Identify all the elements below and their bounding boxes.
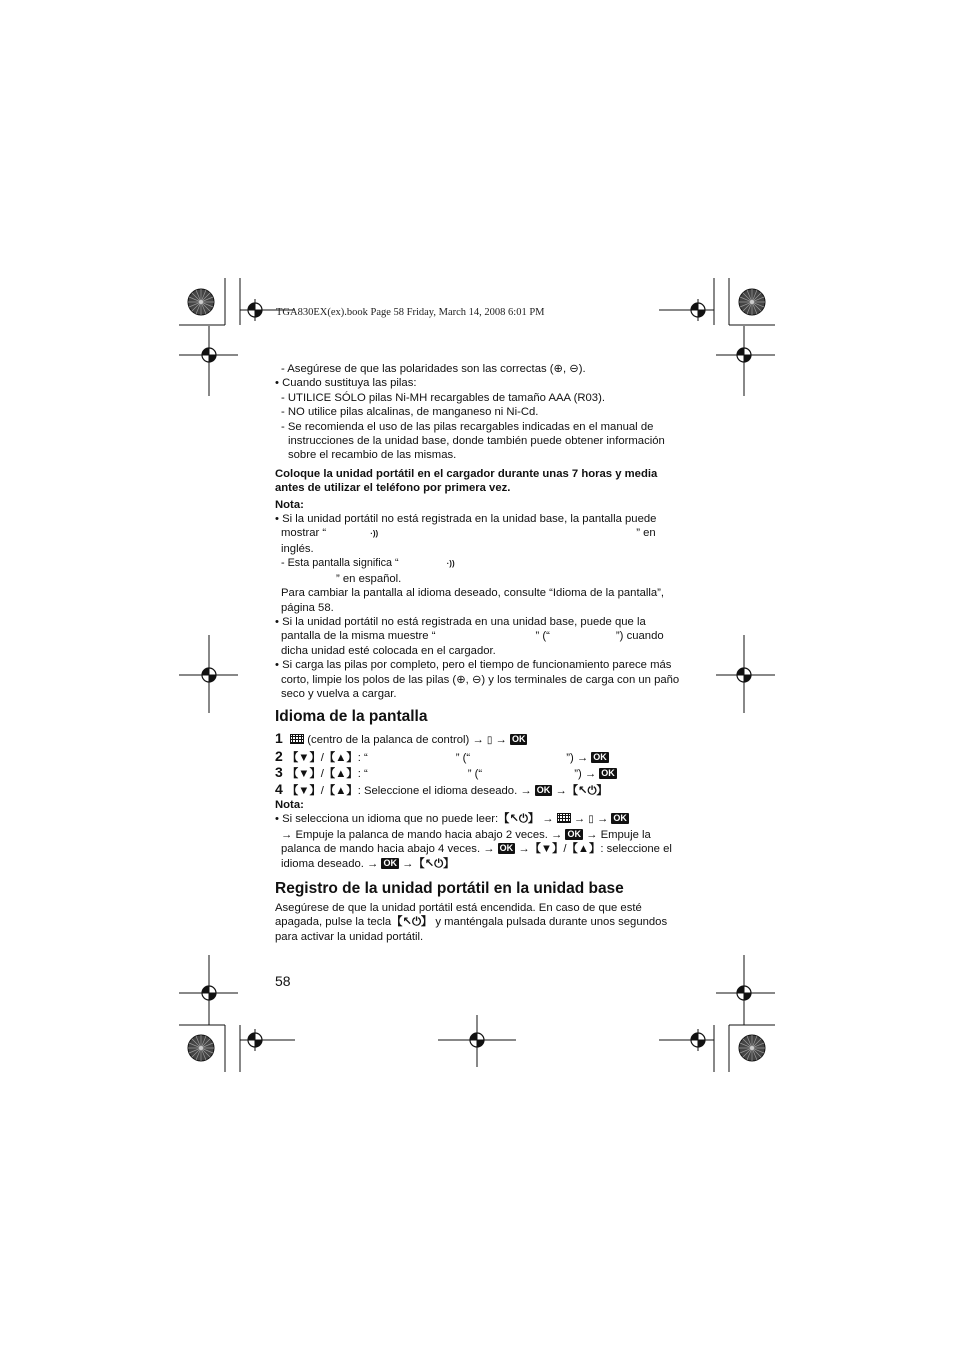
language-note-line-3: palanca de mando hacia abajo 4 veces. → OK →【▼】/【▲】: seleccione el — [281, 843, 672, 856]
no-alkaline-line: - NO utilice pilas alcalinas, de manganeso ni Ni-Cd. — [281, 406, 539, 419]
signal-icon: ·)) — [370, 529, 379, 539]
language-step-4: 4 【▼】/【▲】: Seleccione el idioma deseado. → OK →【↖⏻】 — [275, 780, 608, 797]
up-key-icon: 【▲】 — [323, 784, 358, 797]
handset-icon: ▯ — [486, 735, 493, 747]
down-key-icon: 【▼】 — [287, 768, 321, 781]
ok-key-icon: OK — [613, 813, 627, 824]
ok-key-icon: OK — [567, 828, 581, 839]
registration-heading: Registro de la unidad portátil en la unidad base — [275, 880, 624, 897]
menu-icon — [557, 813, 571, 823]
arrow-icon: → — [551, 828, 563, 841]
note-sub-line-1: - Esta pantalla significa “ ·)) — [281, 557, 455, 570]
language-step-3: 3 【▼】/【▲】: “ ” (“ ”) → OK — [275, 764, 615, 781]
arrow-icon: → — [555, 784, 567, 797]
off-key-icon: 【↖⏻】 — [498, 813, 540, 826]
arrow-icon: → — [518, 843, 530, 856]
off-key-icon: 【↖⏻】 — [413, 857, 455, 870]
arrow-icon: → — [573, 813, 586, 826]
language-heading: Idioma de la pantalla — [275, 708, 428, 726]
ok-key-icon: OK — [593, 751, 607, 762]
arrow-icon: → — [584, 768, 597, 781]
note-bullet-3: • Si carga las pilas por completo, pero el tiempo de funcionamiento parece más corto, limpie los polos de las pilas (⊕, ⊖) y los terminales de carga con un paño seco y vuelva a cargar. — [275, 659, 680, 700]
up-key-icon: 【▲】 — [323, 751, 358, 764]
minus-symbol-icon-2: ⊖ — [471, 673, 482, 686]
page-content — [275, 362, 680, 944]
off-key-icon: 【↖⏻】 — [391, 916, 433, 929]
note-bullet-1-line-2: mostrar “ ·)) ” en — [281, 527, 656, 540]
plus-symbol-icon: ⊕ — [553, 363, 564, 375]
ok-key-icon: OK — [536, 784, 551, 795]
arrow-icon: → — [542, 813, 554, 826]
note-label: Nota: — [275, 498, 304, 511]
ok-key-icon: OK — [601, 768, 615, 779]
language-note-line-4: idioma deseado. → OK →【↖⏻】 — [281, 857, 455, 870]
language-step-2: 2 【▼】/【▲】: “ ” (“ ”) → OK — [275, 747, 607, 764]
language-note-line-1: • Si selecciona un idioma que no puede leer:【↖⏻】 → → ▯ → OK — [275, 812, 680, 827]
arrow-icon: → — [576, 751, 589, 764]
arrow-icon: → — [281, 828, 293, 841]
down-key-icon: 【▼】 — [529, 843, 564, 856]
arrow-icon: → — [596, 813, 609, 826]
arrow-icon: → — [402, 857, 414, 870]
ok-key-icon: OK — [511, 734, 526, 745]
up-key-icon: 【▲】 — [566, 843, 601, 856]
note-bullet-2-line-2: pantalla de la misma muestre “ ” (“ ”) cuando — [281, 630, 664, 643]
page-number: 58 — [275, 973, 291, 989]
arrow-icon: → — [586, 828, 598, 841]
plus-symbol-icon-2: ⊕ — [456, 673, 466, 686]
off-key-icon: 【↖⏻】 — [566, 784, 608, 797]
down-key-icon: 【▼】 — [287, 751, 321, 764]
note-sub-line-2: ” en español. — [336, 572, 402, 585]
use-only-line: - UTILICE SÓLO pilas Ni-MH recargables de tamaño AAA (R03). — [281, 391, 605, 404]
arrow-icon: → — [367, 857, 379, 870]
language-step-1: 1 (centro de la palanca de control) → ▯ → OK — [275, 731, 680, 748]
arrow-icon: → — [520, 784, 532, 797]
registration-text: Asegúrese de que la unidad portátil está encendida. En caso de que esté apagada, pulse la tecla【↖⏻】 y manténgala pulsada durante unos segundos para activar la unidad portátil. — [275, 902, 668, 943]
language-note-line-2: → Empuje la palanca de mando hacia abajo 2 veces. → OK → Empuje la — [281, 828, 651, 841]
handset-icon: ▯ — [588, 814, 594, 826]
arrow-icon: → — [495, 734, 507, 747]
arrow-icon: → — [483, 843, 495, 856]
recommend-line: - Se recomienda el uso de las pilas recargables indicadas en el manual de instrucciones de la unidad base, donde también puede obtener información sobre el recambio de las mismas. — [281, 420, 665, 462]
arrow-icon: → — [472, 734, 484, 747]
ok-key-icon: OK — [499, 843, 514, 854]
up-key-icon: 【▲】 — [323, 768, 358, 781]
ok-key-icon: OK — [383, 857, 397, 868]
charge-instruction: Coloque la unidad portátil en el cargador durante unas 7 horas y media antes de utilizar el teléfono por primera vez. — [275, 467, 658, 495]
note-bullet-1-line-3: inglés. — [281, 542, 314, 555]
print-header: TGA830EX(ex).book Page 58 Friday, March 14, 2008 6:01 PM — [276, 307, 545, 318]
polarity-line: - Asegúrese de que las polaridades son las correctas (⊕, ⊖). — [281, 363, 586, 375]
minus-symbol-icon: ⊖ — [569, 363, 579, 375]
note-bullet-2-line-3: dicha unidad esté colocada en el cargador. — [281, 644, 496, 657]
signal-icon-2: ·)) — [446, 559, 455, 569]
note-bullet-1-line-1: • Si la unidad portátil no está registrada en la unidad base, la pantalla puede — [275, 513, 657, 526]
menu-icon — [290, 734, 304, 744]
note-bullet-2-line-1: • Si la unidad portátil no está registrada en una unidad base, puede que la — [275, 615, 646, 628]
down-key-icon: 【▼】 — [287, 784, 321, 797]
language-note-label: Nota: — [275, 798, 304, 811]
note-bullet-1-para: Para cambiar la pantalla al idioma deseado, consulte “Idioma de la pantalla”, página 58. — [281, 587, 665, 614]
replace-bullet: • Cuando sustituya las pilas: — [275, 377, 417, 390]
